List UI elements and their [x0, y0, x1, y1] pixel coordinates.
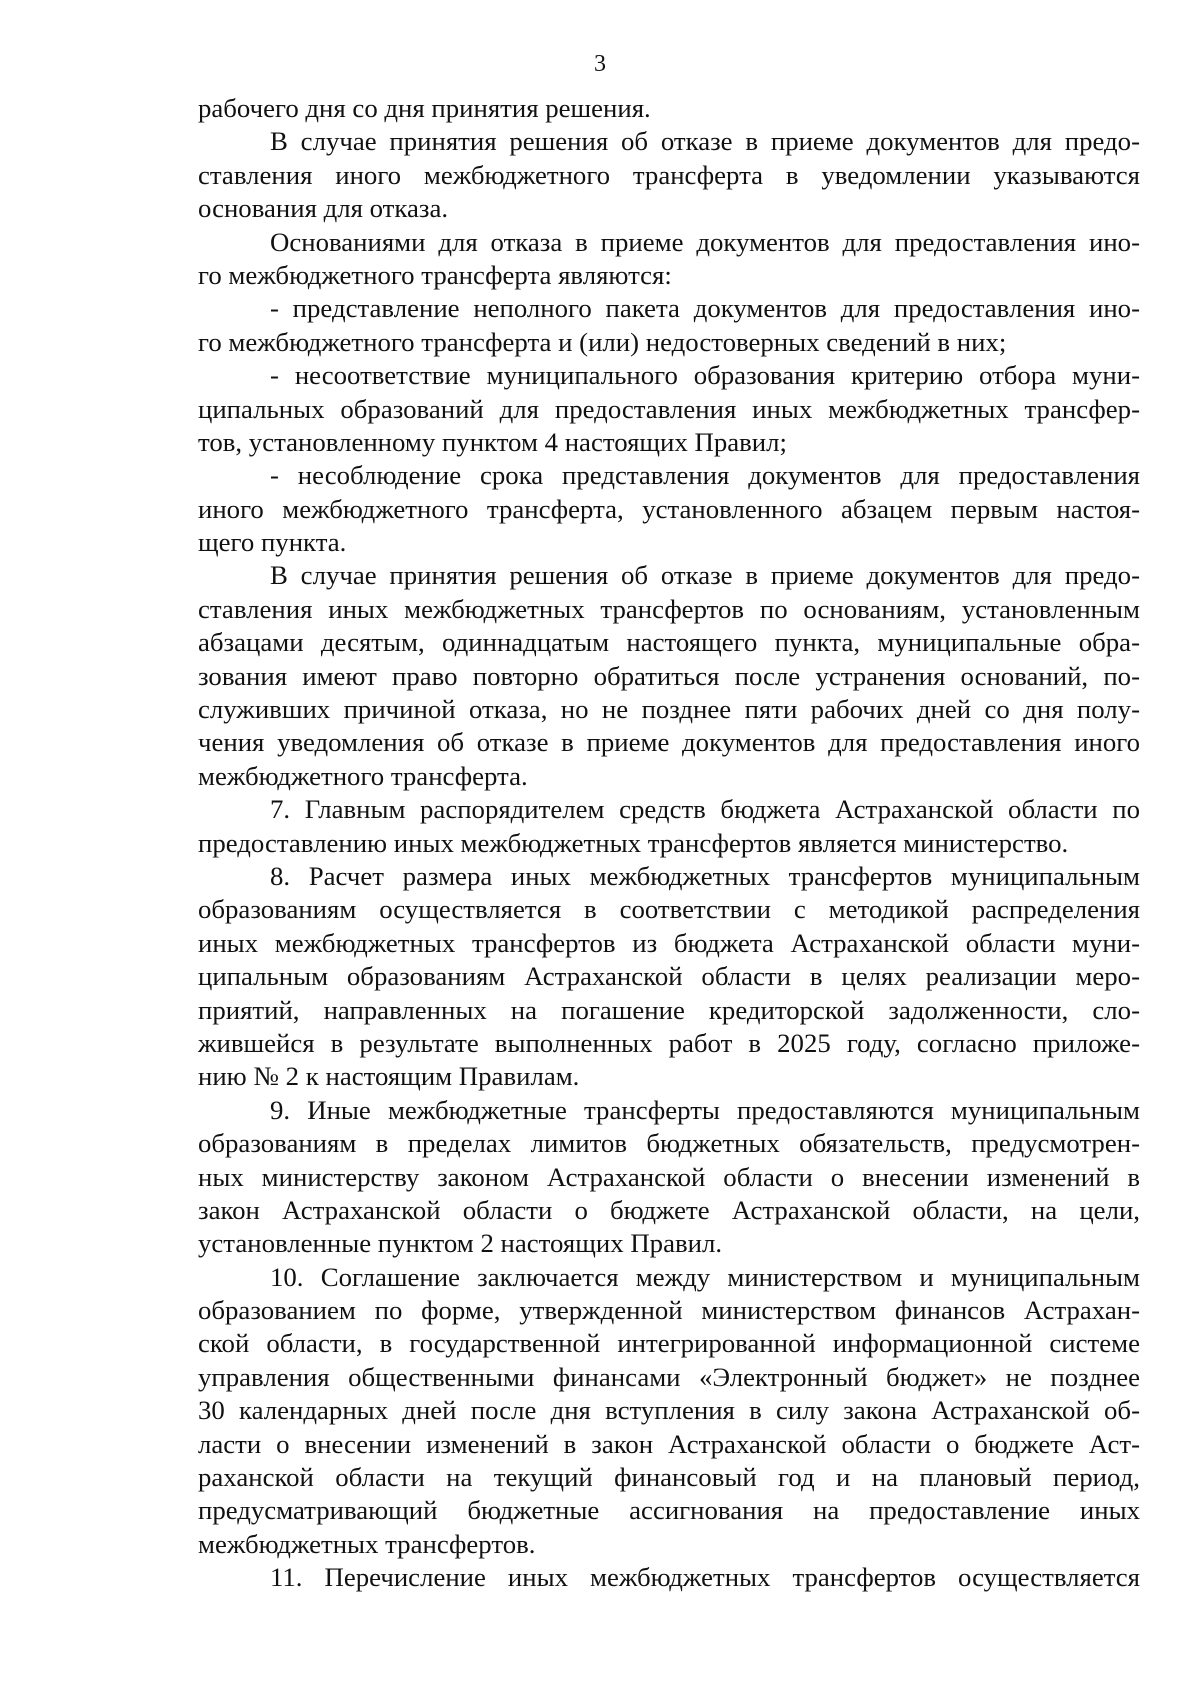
text-line: ных министерству законом Астраханской области о внесении изменений в [198, 1161, 1140, 1192]
text-line: нию № 2 к настоящим Правилам. [198, 1061, 580, 1092]
text-line: ципальных образований для предоставления иных межбюджетных трансфер- [198, 393, 1140, 424]
text-line: установленные пунктом 2 настоящих Правил. [198, 1228, 723, 1259]
text-line: зования имеют право повторно обратиться после устранения оснований, по- [198, 660, 1140, 691]
text-line: 9. Иные межбюджетные трансферты предоставляются муниципальным [270, 1094, 1140, 1125]
text-line: служивших причиной отказа, но не позднее пяти рабочих дней со дня полу- [198, 694, 1140, 725]
text-line: тов, установленному пунктом 4 настоящих Правил; [198, 426, 787, 457]
text-line: иного межбюджетного трансферта, установленного абзацем первым настоя- [198, 493, 1140, 524]
text-line: 8. Расчет размера иных межбюджетных трансфертов муниципальным [270, 860, 1140, 891]
text-line: щего пункта. [198, 527, 347, 558]
text-line: управления общественными финансами «Электронный бюджет» не позднее [198, 1361, 1140, 1392]
text-line: межбюджетных трансфертов. [198, 1528, 536, 1559]
text-line: 30 календарных дней после дня вступления в силу закона Астраханской об- [198, 1395, 1140, 1426]
text-line: закон Астраханской области о бюджете Астраханской области, на цели, [198, 1194, 1140, 1225]
text-line: образованием по форме, утвержденной министерством финансов Астрахан- [198, 1295, 1140, 1326]
text-line: В случае принятия решения об отказе в приеме документов для предо- [270, 560, 1140, 591]
document-body [198, 92, 1140, 1595]
text-line: ласти о внесении изменений в закон Астраханской области о бюджете Аст- [198, 1428, 1140, 1459]
text-line: образованиям в пределах лимитов бюджетных обязательств, предусмотрен- [198, 1128, 1140, 1159]
page-number: 3 [594, 51, 606, 77]
text-line: абзацами десятым, одиннадцатым настоящего пункта, муниципальные обра- [198, 627, 1140, 658]
text-line: ставления иных межбюджетных трансфертов по основаниям, установленным [198, 593, 1140, 624]
text-line: основания для отказа. [198, 193, 449, 224]
text-line: рабочего дня со дня принятия решения. [198, 93, 651, 123]
text-line: 11. Перечисление иных межбюджетных трансфертов осуществляется [270, 1562, 1140, 1593]
text-line: образованиям осуществляется в соответствии с методикой распределения [198, 894, 1140, 925]
text-line: го межбюджетного трансферта являются: [198, 259, 672, 290]
text-line: раханской области на текущий финансовый год и на плановый период, [198, 1462, 1140, 1493]
text-line: - несоответствие муниципального образования критерию отбора муни- [270, 360, 1140, 391]
text-line: ставления иного межбюджетного трансферта в уведомлении указываются [198, 159, 1140, 190]
text-line: иных межбюджетных трансфертов из бюджета Астраханской области муни- [198, 927, 1140, 958]
text-line: - несоблюдение срока представления документов для предоставления [270, 460, 1140, 491]
text-line: предоставлению иных межбюджетных трансфертов является министерство. [198, 827, 1069, 858]
text-line: В случае принятия решения об отказе в приеме документов для предо- [270, 126, 1140, 157]
text-line: го межбюджетного трансферта и (или) недостоверных сведений в них; [198, 326, 1007, 357]
text-line: 7. Главным распорядителем средств бюджета Астраханской области по [270, 794, 1140, 825]
text-line: ской области, в государственной интегрированной информационной системе [198, 1328, 1140, 1359]
text-line: - представление неполного пакета документов для предоставления ино- [270, 293, 1140, 324]
text-line: чения уведомления об отказе в приеме документов для предоставления иного [198, 727, 1140, 758]
text-line: приятий, направленных на погашение кредиторской задолженности, сло- [198, 994, 1140, 1025]
text-line: 10. Соглашение заключается между министерством и муниципальным [270, 1261, 1140, 1292]
text-line: Основаниями для отказа в приеме документов для предоставления ино- [270, 226, 1140, 257]
text-line: ципальным образованиям Астраханской области в целях реализации меро- [198, 961, 1140, 992]
text-line: межбюджетного трансферта. [198, 760, 528, 791]
text-line: предусматривающий бюджетные ассигнования на предоставление иных [198, 1495, 1140, 1526]
text-line: жившейся в результате выполненных работ в 2025 году, согласно приложе- [198, 1027, 1140, 1058]
